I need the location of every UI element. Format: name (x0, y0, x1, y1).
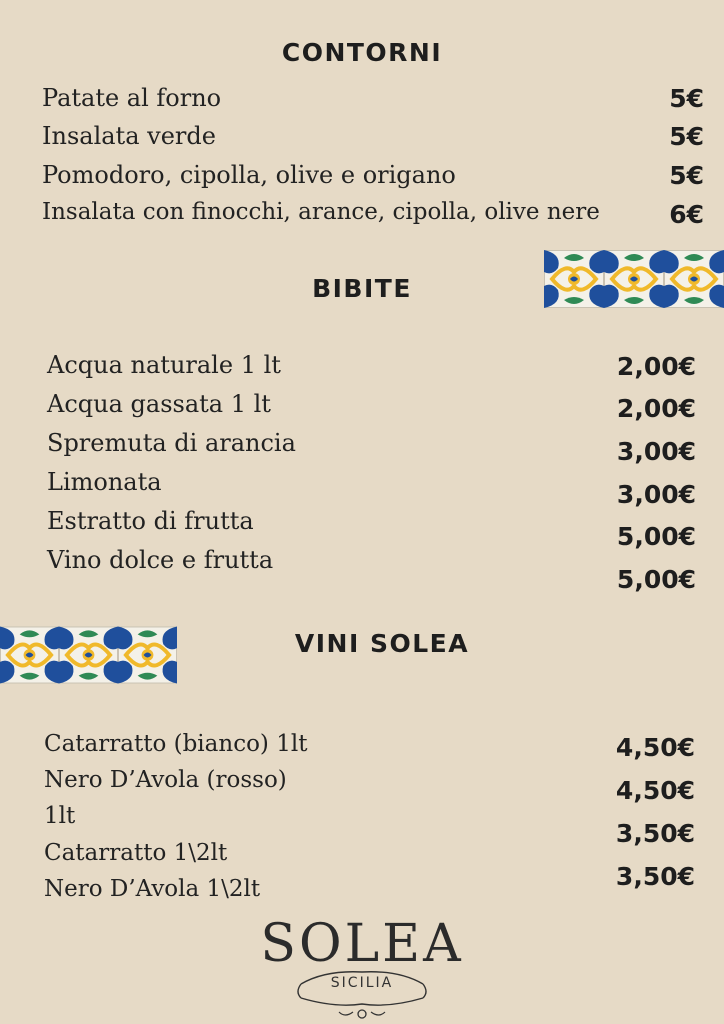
menu-item-price: 4,50€ (615, 776, 695, 805)
menu-item-name: Acqua gassata 1 lt (47, 390, 271, 418)
menu-item-name: Catarratto (bianco) 1lt (44, 731, 308, 757)
section-title-contorni: CONTORNI (281, 38, 443, 67)
menu-item-name: Insalata con finocchi, arance, cipolla, olive nere (42, 199, 600, 225)
menu-item-price: 3,00€ (616, 480, 696, 509)
menu-item-price: 2,00€ (616, 394, 696, 423)
menu-item-price: 5€ (669, 122, 704, 151)
majolica-tile-icon (664, 250, 724, 308)
menu-item-price: 2,00€ (616, 352, 696, 381)
majolica-tile-strip (544, 250, 724, 308)
menu-item-price: 3,50€ (615, 819, 695, 848)
menu-item-price: 5€ (669, 161, 704, 190)
menu-item-name: Estratto di frutta (47, 507, 254, 535)
section-title-vini: VINI SOLEA (294, 629, 470, 658)
menu-item-name: Limonata (47, 468, 162, 496)
menu-item-price: 3,50€ (615, 862, 695, 891)
menu-item-name: Nero D’Avola 1\2lt (44, 876, 261, 902)
brand-logo-subtitle: SICILIA (330, 975, 394, 991)
menu-item-name: Vino dolce e frutta (47, 546, 274, 574)
menu-item-name: Catarratto 1\2lt (44, 840, 228, 866)
menu-item-name: Spremuta di arancia (47, 429, 296, 457)
brand-logo-name: SOLEA (260, 914, 464, 974)
menu-item-price: 6€ (669, 200, 704, 229)
menu-item-name: Insalata verde (42, 122, 216, 150)
logo-ornament-icon (295, 964, 429, 1022)
majolica-tile-icon (544, 250, 604, 308)
menu-item-price: 5,00€ (616, 522, 696, 551)
menu-item-name: 1lt (44, 803, 76, 829)
menu-item-name: Patate al forno (42, 84, 222, 112)
menu-item-price: 4,50€ (615, 733, 695, 762)
menu-item-price: 3,00€ (616, 437, 696, 466)
menu-item-price: 5€ (669, 84, 704, 113)
menu-item-name: Acqua naturale 1 lt (47, 351, 281, 379)
section-title-bibite: BIBITE (312, 274, 412, 303)
menu-item-name: Pomodoro, cipolla, olive e origano (42, 161, 456, 189)
menu-item-name: Nero D’Avola (rosso) (44, 767, 287, 793)
majolica-tile-icon (604, 250, 664, 308)
menu-item-price: 5,00€ (616, 565, 696, 594)
